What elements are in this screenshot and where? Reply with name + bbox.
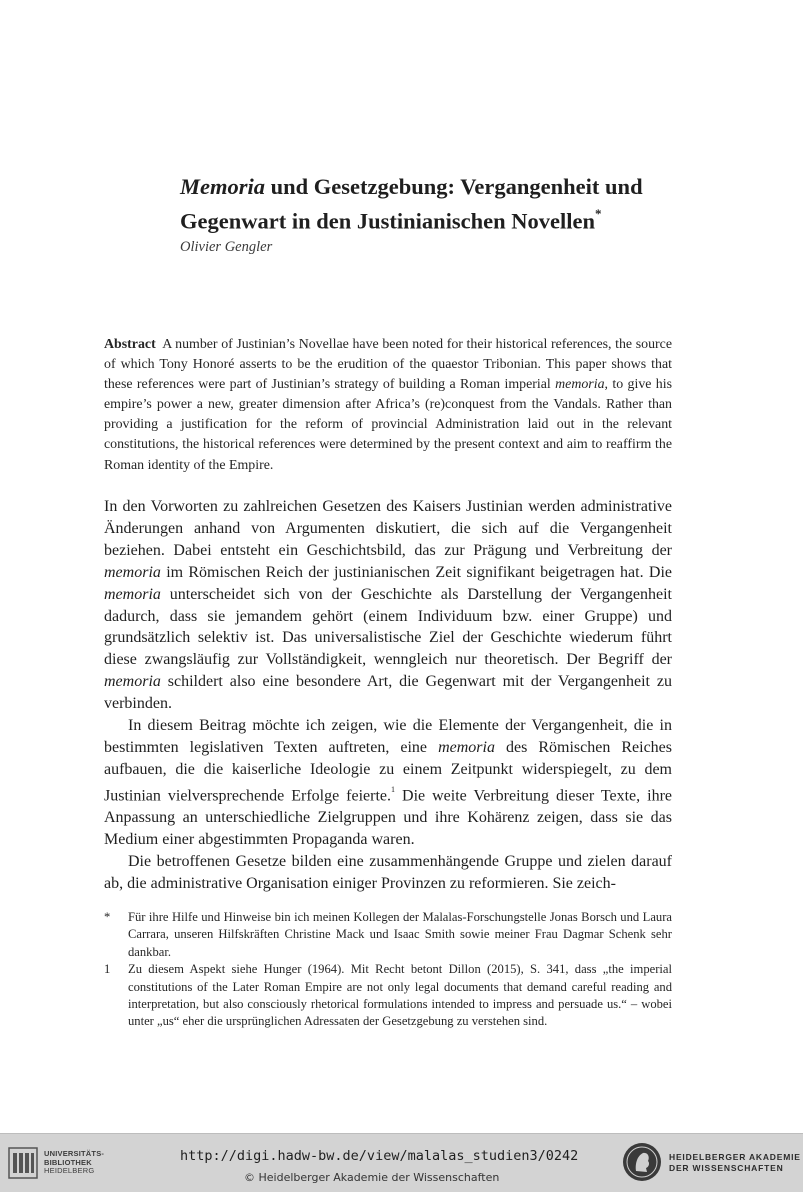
paragraph-2 bbox=[104, 715, 672, 851]
footnote-ref[interactable]: 1 bbox=[391, 784, 396, 794]
text-run: unterscheidet sich von der Geschichte als Darstellung der Vergangenheit dadurch, dass sie jemandem gehört (einem Individuum bzw. einer Gruppe) und grundsätzlich selektiv ist. Das universalistische Ziel der Geschichte wiederum führt diese zwangsläufig zur Vollständigkeit, wenngleich nur theoretisch. Der Begriff der bbox=[104, 585, 672, 669]
author-name: Olivier Gengler bbox=[180, 239, 273, 255]
text-run: Die weite Verbreitung dieser Texte, ihre Anpassung an unterschiedliche Zielgruppen und ihre Kohärenz zeigen, dass sie das Medium einer abgestimmten Propaganda waren. bbox=[104, 787, 672, 848]
library-name-line: BIBLIOTHEK bbox=[44, 1157, 92, 1167]
text-run: schildert also eine besondere Art, die Gegenwart mit der Vergangenheit zu verbinden. bbox=[104, 673, 672, 713]
footnote-mark: 1 bbox=[104, 962, 111, 977]
university-library-logo-icon bbox=[8, 1146, 38, 1180]
abstract bbox=[104, 335, 672, 476]
footnote-item bbox=[104, 909, 672, 961]
text-run: im Römischen Reich der justinianischen Zeit signifikant beigetragen hat. Die bbox=[160, 563, 672, 581]
body-text bbox=[104, 496, 672, 895]
academy-name-line: DER WISSENSCHAFTEN bbox=[669, 1163, 784, 1173]
library-name-line: HEIDELBERG bbox=[44, 1166, 95, 1176]
academy-name bbox=[669, 1152, 801, 1174]
footnote-mark: * bbox=[104, 910, 111, 924]
italic-term: memoria bbox=[438, 738, 495, 756]
title-footnote-mark: * bbox=[595, 206, 602, 221]
academy-seal-icon bbox=[622, 1142, 662, 1182]
copyright-notice: © Heidelberger Akademie der Wissenschaften bbox=[244, 1171, 500, 1184]
permalink-url[interactable]: http://digi.hadw-bw.de/view/malalas_studien3/0242 bbox=[180, 1148, 579, 1164]
abstract-italic-term: memoria bbox=[555, 377, 605, 393]
paragraph-1 bbox=[104, 496, 672, 715]
academy-name-line: HEIDELBERGER AKADEMIE bbox=[669, 1152, 801, 1162]
digitization-footer bbox=[0, 1133, 803, 1192]
title-italic-term: Memoria bbox=[180, 174, 266, 199]
footnote-item bbox=[104, 961, 672, 1031]
footnotes bbox=[104, 909, 672, 1031]
text-run: In den Vorworten zu zahlreichen Gesetzen des Kaisers Justinian werden administrative Änderungen anhand von Argumenten diskutiert, die sich auf die Vergangenheit beziehen. Dabei entsteht ein Geschichtsbild, das zur Prägung und Verbreitung der bbox=[104, 498, 672, 559]
abstract-text: A number of Justinian’s Novellae have been noted for their historical references, the source of which Tony Honoré asserts to be the erudition of the quaestor Tribonian. This paper shows that these references were part of Justinian’s strategy of building a Roman imperial bbox=[104, 337, 672, 393]
text-run: In diesem Beitrag möchte ich zeigen, wie die Elemente der Vergangenheit, die in bestimmten legislativen Texten auftreten, eine bbox=[104, 717, 672, 756]
footnote-text: Für ihre Hilfe und Hinweise bin ich meinen Kollegen der Malalas-Forschungstelle Jonas Borsch und Laura Carrara, unseren Hilfskräften Christine Mack und Isaac Smith sowie meiner Frau Dagmar Schenk sehr dankbar. bbox=[128, 910, 672, 959]
library-name-line: UNIVERSITÄTS- bbox=[44, 1149, 105, 1158]
text-run: des Römischen Reiches aufbauen, die die kaiserliche Ideologie zu einem Zeitpunkt widerspiegelt, zu dem Justinian vielversprechende Erfolge feierte. bbox=[104, 738, 672, 805]
abstract-text-cont: , to give his empire’s power a new, greater dimension after Africa’s (re)conquest from the Vandals. Rather than providing a justification for the reform of provincial Administration laid out in the relevant constitutions, the historical references were determined by the present context and aim to reaffirm the Roman identity of the Empire. bbox=[104, 377, 672, 473]
university-library-name bbox=[44, 1150, 104, 1176]
abstract-label: Abstract bbox=[104, 337, 156, 352]
italic-term: memoria bbox=[104, 673, 161, 691]
italic-term: memoria bbox=[104, 563, 161, 581]
paragraph-3: Die betroffenen Gesetze bilden eine zusammenhängende Gruppe und zielen darauf ab, die administrative Organisation einiger Provinzen zu reformieren. Sie zeich- bbox=[104, 852, 672, 892]
footnote-text: Zu diesem Aspekt siehe Hunger (1964). Mit Recht betont Dillon (2015), S. 341, dass „the imperial constitutions of the Later Roman Empire are not only legal documents that demand careful reading and interpretation, but also consciously rhetorical formulations intended to impress and persuade us.“ – wobei unter „us“ eher die ursprünglichen Adressaten der Gesetzgebung zu verstehen sind. bbox=[128, 962, 672, 1029]
title-text: und Gesetzgebung: Vergangenheit und Gegenwart in den Justinianischen Novellen bbox=[180, 174, 643, 234]
italic-term: memoria bbox=[104, 585, 161, 603]
article-title bbox=[180, 172, 700, 236]
